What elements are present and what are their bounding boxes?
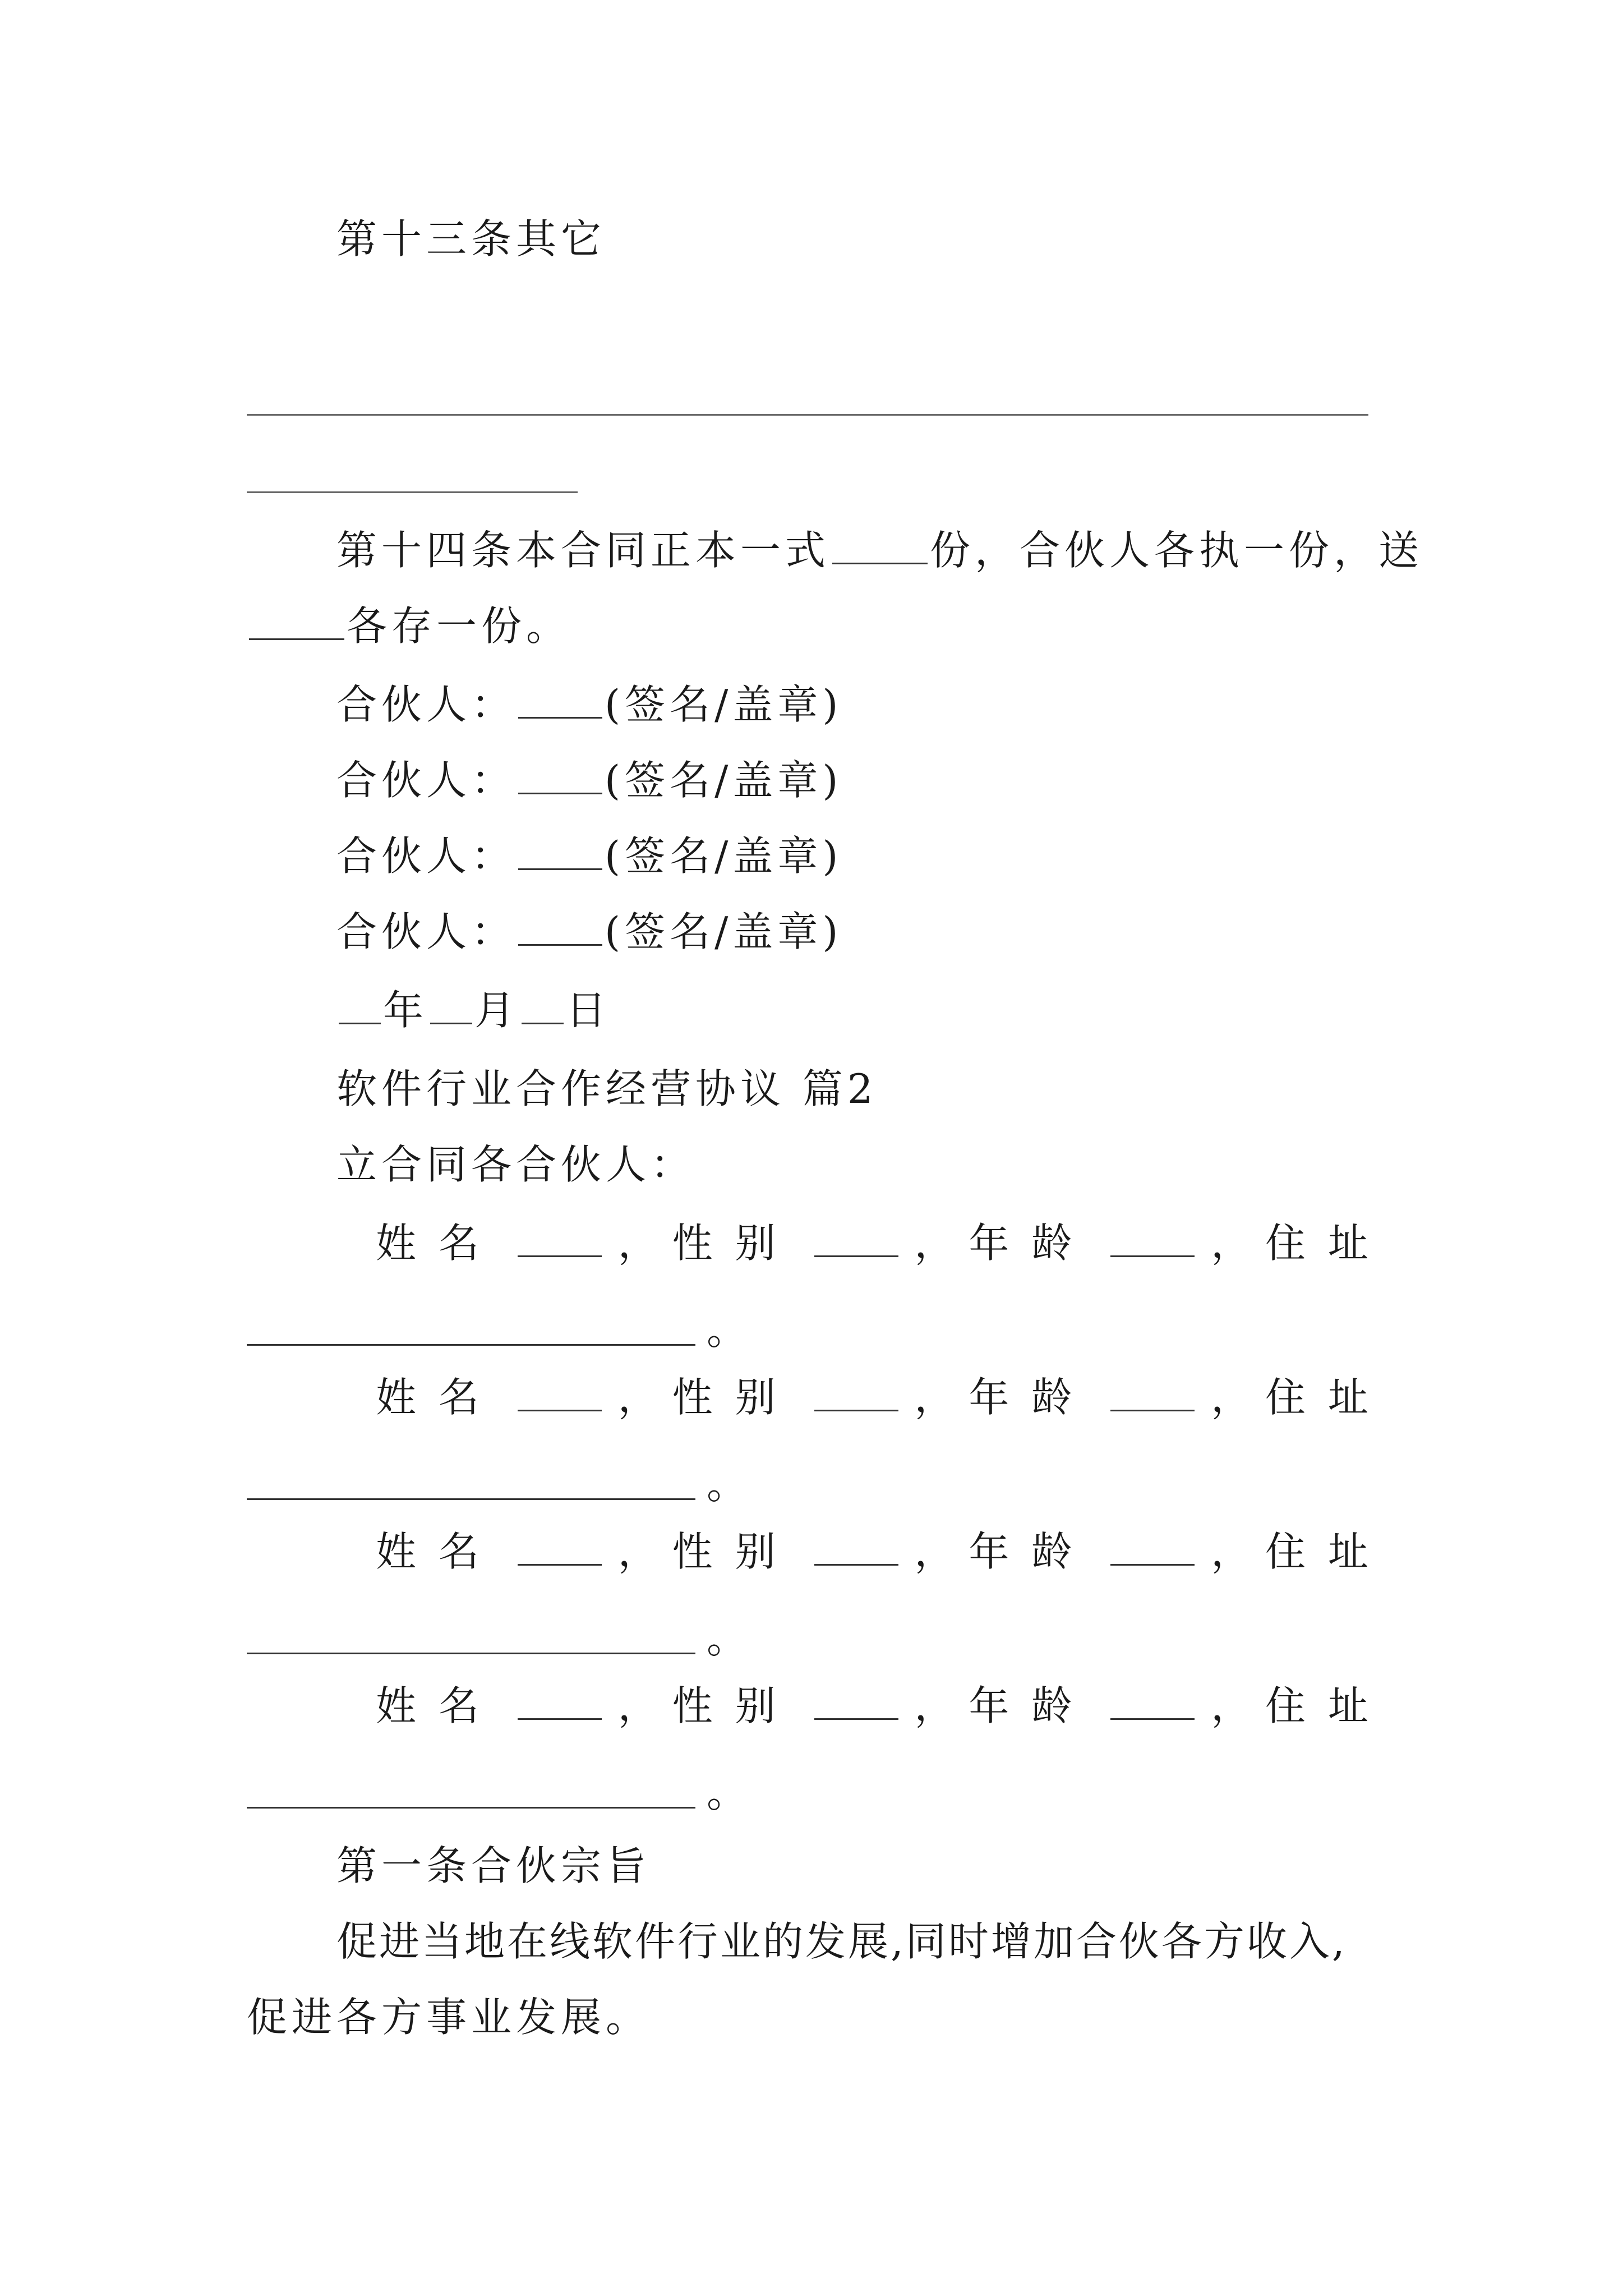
article-14-line-2	[247, 602, 571, 650]
sex-label: 性别	[672, 1528, 798, 1575]
sex-blank	[814, 1402, 898, 1411]
period: 。	[707, 1306, 748, 1354]
article-1-line-2: 促进各方事业发展。	[247, 1994, 651, 2041]
address-label: 住址	[1265, 1528, 1391, 1575]
sex-blank	[814, 1710, 898, 1720]
address-label: 住址	[1265, 1220, 1391, 1267]
signature-blank	[518, 785, 602, 794]
article-1-title: 第一条合伙宗旨	[336, 1842, 651, 1889]
partner-info-row-4	[376, 1682, 1391, 1729]
article-14-text-a: 第十四条本合同正本一式	[336, 527, 831, 574]
signature-blank	[518, 709, 602, 719]
comma: ，	[617, 1220, 658, 1267]
sex-blank	[814, 1248, 898, 1257]
article-13-title: 第十三条其它	[336, 215, 606, 263]
sex-label: 性别	[672, 1682, 798, 1729]
copies-blank	[832, 555, 928, 564]
comma: ，	[914, 1220, 955, 1267]
name-blank	[518, 1710, 602, 1720]
article-14-text-b: 份，合伙人各执一份，送	[930, 527, 1424, 574]
sex-label: 性别	[672, 1220, 798, 1267]
article-1-line-1: 促进当地在线软件行业的发展,同时增加合伙各方收入,	[336, 1918, 1347, 1965]
address-blank	[247, 1652, 695, 1654]
partner-info-row-1	[376, 1220, 1391, 1267]
comma: ，	[1211, 1682, 1252, 1729]
article-14-text-c: 各存一份。	[347, 602, 571, 650]
comma: ，	[1211, 1374, 1252, 1421]
partner-info-row-2	[376, 1374, 1391, 1421]
year-label: 年	[383, 987, 428, 1034]
comma: ，	[617, 1374, 658, 1421]
age-blank	[1110, 1402, 1195, 1411]
name-label: 姓名	[376, 1374, 502, 1421]
comma: ，	[617, 1528, 658, 1575]
comma: ，	[914, 1528, 955, 1575]
name-blank	[518, 1402, 602, 1411]
age-label: 年龄	[969, 1374, 1095, 1421]
address-blank	[247, 1498, 695, 1500]
address-row-4	[247, 1769, 748, 1816]
year-blank	[339, 1015, 381, 1024]
address-label: 住址	[1265, 1374, 1391, 1421]
age-blank	[1110, 1248, 1195, 1257]
sex-blank	[814, 1556, 898, 1566]
partner-signature-3	[336, 832, 843, 880]
sign-note: (签名/盖章)	[605, 908, 843, 955]
name-blank	[518, 1248, 602, 1257]
period: 。	[707, 1769, 748, 1816]
partner-signature-1	[336, 681, 843, 728]
partner-info-row-3	[376, 1528, 1391, 1575]
date-line	[336, 987, 611, 1034]
age-blank	[1110, 1710, 1195, 1720]
comma: ，	[914, 1374, 955, 1421]
recipient-blank	[249, 631, 344, 640]
signature-blank	[518, 936, 602, 946]
partner-label: 合伙人：	[336, 832, 517, 880]
name-label: 姓名	[376, 1682, 502, 1729]
blank-line	[247, 414, 1368, 416]
sex-label: 性别	[672, 1374, 798, 1421]
address-label: 住址	[1265, 1682, 1391, 1729]
month-label: 月	[474, 987, 520, 1034]
address-row-2	[247, 1461, 748, 1508]
partner-signature-4	[336, 908, 843, 955]
article-14-line-1	[336, 527, 1424, 574]
partner-label: 合伙人：	[336, 681, 517, 728]
address-row-3	[247, 1615, 748, 1662]
period: 。	[707, 1615, 748, 1662]
age-blank	[1110, 1556, 1195, 1566]
age-label: 年龄	[969, 1682, 1095, 1729]
blank-line	[247, 491, 578, 493]
comma: ，	[617, 1682, 658, 1729]
day-blank	[522, 1015, 564, 1024]
sign-note: (签名/盖章)	[605, 681, 843, 728]
comma: ，	[914, 1682, 955, 1729]
name-blank	[518, 1556, 602, 1566]
age-label: 年龄	[969, 1528, 1095, 1575]
address-blank	[247, 1343, 695, 1346]
month-blank	[430, 1015, 472, 1024]
partner-label: 合伙人：	[336, 757, 517, 804]
partner-signature-2	[336, 757, 843, 804]
comma: ，	[1211, 1528, 1252, 1575]
name-label: 姓名	[376, 1220, 502, 1267]
partners-intro: 立合同各合伙人：	[336, 1141, 696, 1188]
period: 。	[707, 1461, 748, 1508]
age-label: 年龄	[969, 1220, 1095, 1267]
day-label: 日	[566, 987, 611, 1034]
sign-note: (签名/盖章)	[605, 757, 843, 804]
address-blank	[247, 1806, 695, 1809]
name-label: 姓名	[376, 1528, 502, 1575]
sign-note: (签名/盖章)	[605, 832, 843, 880]
signature-blank	[518, 861, 602, 870]
partner-label: 合伙人：	[336, 908, 517, 955]
comma: ，	[1211, 1220, 1252, 1267]
section-2-title: 软件行业合作经营协议 篇2	[336, 1065, 878, 1112]
address-row-1	[247, 1306, 748, 1354]
